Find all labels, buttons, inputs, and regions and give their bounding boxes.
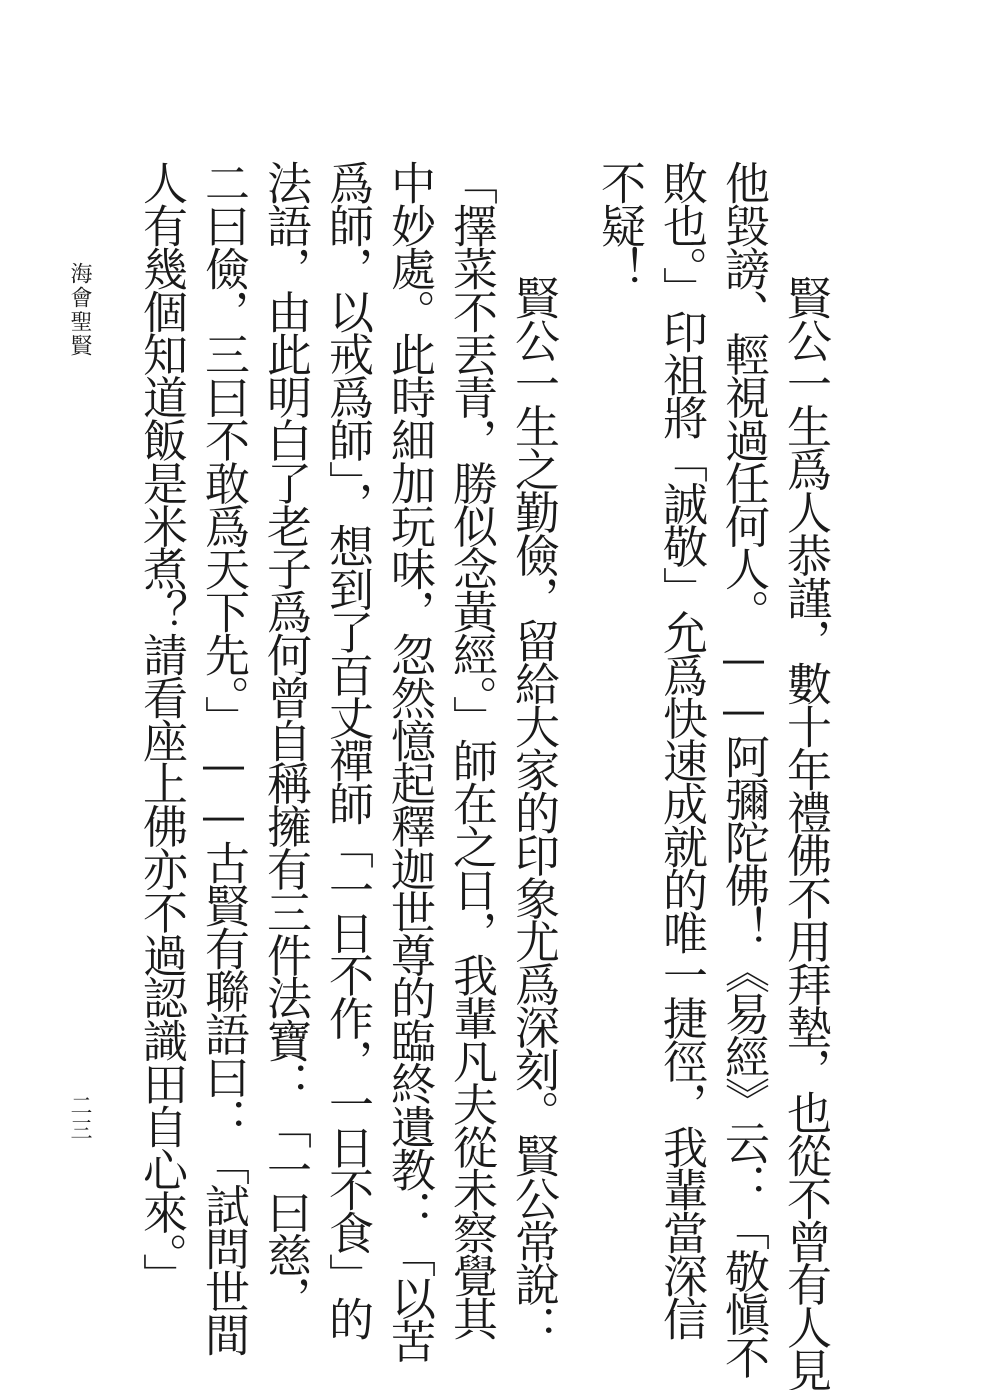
text-column-8: 爲師，以戒爲師」，想到了百丈禪師「一日不作，一日不食」的 bbox=[321, 160, 374, 1339]
page-number: 二三 bbox=[67, 1094, 92, 1142]
text-column-5: 賢公一生之勤儉，留給大家的印象尤爲深刻。賢公常說： bbox=[507, 232, 560, 1348]
text-column-9: 法語，由此明白了老子爲何曾自稱擁有三件法寶：「一曰慈， bbox=[259, 160, 312, 1319]
running-title: 海會聖賢 bbox=[67, 262, 92, 358]
text-column-11: 人有幾個知道飯是米煮？請看座上佛亦不過認識田自心來。」 bbox=[135, 160, 188, 1296]
text-column-10: 二曰儉，三曰不敢爲天下先。」——古賢有聯語曰：「試問世間 bbox=[197, 160, 250, 1355]
text-column-4: 不疑！ bbox=[593, 160, 646, 289]
text-column-3: 敗也。」印祖將「誠敬」允爲快速成就的唯一捷徑，我輩當深信 bbox=[655, 160, 708, 1339]
text-column-6: 「擇菜不丟青，勝似念黃經。」師在之日，我輩凡夫從未察覺其 bbox=[445, 160, 498, 1339]
text-column-7: 中妙處。此時細加玩味，忽然憶起釋迦世尊的臨終遺教：「以苦 bbox=[383, 160, 436, 1362]
text-column-2: 他毀謗、輕視過任何人。——阿彌陀佛！《易經》云：「敬愼不 bbox=[717, 160, 770, 1378]
text-column-1: 賢公一生爲人恭謹，數十年禮佛不用拜墊，也從不曾有人見 bbox=[779, 232, 832, 1390]
